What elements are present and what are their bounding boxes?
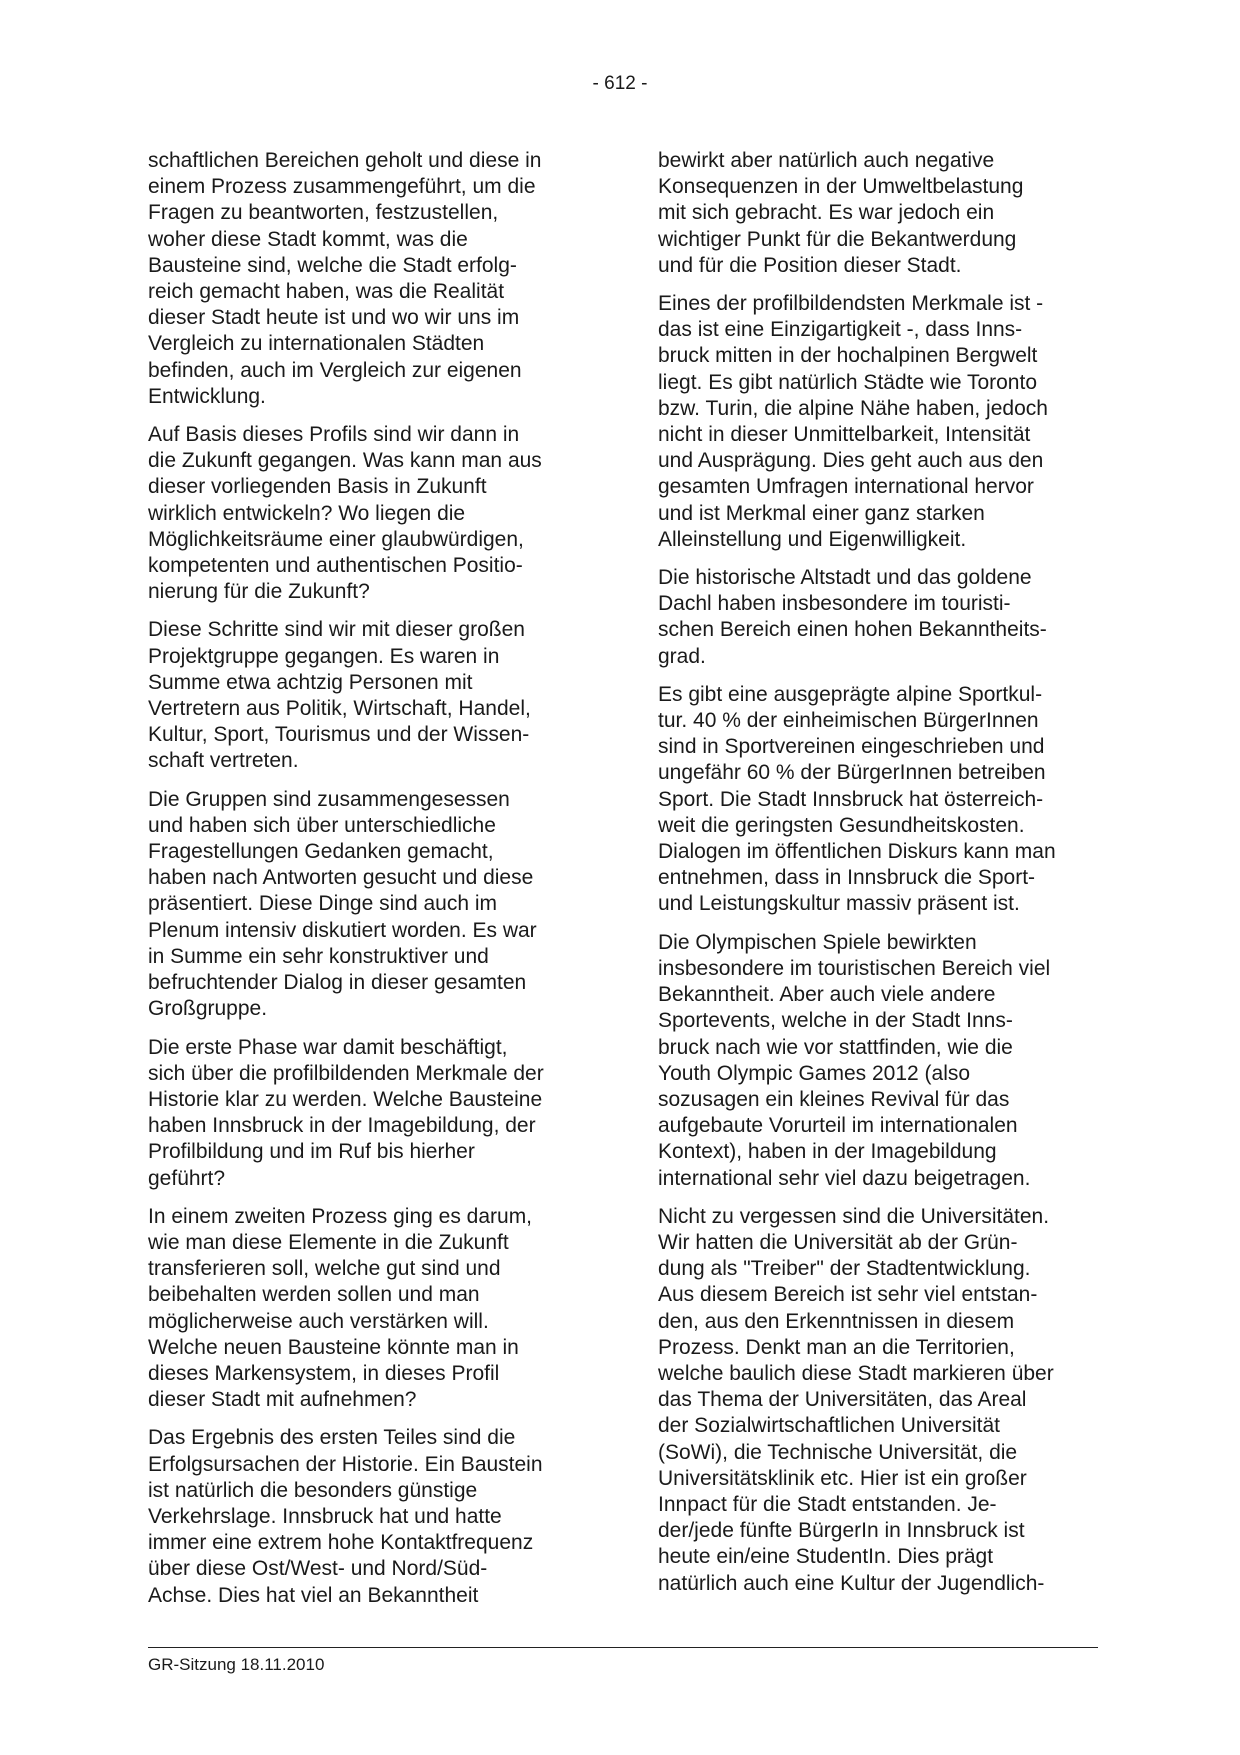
text-line: natürlich auch eine Kultur der Jugendlich- <box>658 1571 1045 1595</box>
text-line: geführt? <box>148 1166 226 1190</box>
text-line: schen Bereich einen hohen Bekanntheits- <box>658 618 1047 642</box>
text-line: Auf Basis dieses Profils sind wir dann in <box>148 423 520 447</box>
text-line: Großgruppe. <box>148 997 268 1021</box>
text-line: sozusagen ein kleines Revival für das <box>658 1087 1010 1111</box>
footer-divider <box>148 1647 1098 1648</box>
text-line: die Zukunft gegangen. Was kann man aus <box>148 449 542 473</box>
text-line: und Ausprägung. Dies geht auch aus den <box>658 449 1044 473</box>
text-line: möglicherweise auch verstärken will. <box>148 1309 489 1333</box>
text-line: Erfolgsursachen der Historie. Ein Baustein <box>148 1452 543 1476</box>
right-text-column <box>658 148 1098 1609</box>
text-line: bruck nach wie vor stattfinden, wie die <box>658 1035 1013 1059</box>
text-line: Das Ergebnis des ersten Teiles sind die <box>148 1426 516 1450</box>
text-line: Welche neuen Bausteine könnte man in <box>148 1335 519 1359</box>
paragraph <box>658 1204 1098 1597</box>
text-line: Prozess. Denkt man an die Territorien, <box>658 1335 1015 1359</box>
paragraph <box>148 787 588 1023</box>
paragraph <box>658 291 1098 553</box>
text-line: immer eine extrem hohe Kontaktfrequenz <box>148 1531 534 1555</box>
text-line: Kontext), haben in der Imagebildung <box>658 1140 997 1164</box>
paragraph <box>148 148 588 410</box>
text-line: Vergleich zu internationalen Städten <box>148 332 485 356</box>
text-line: weit die geringsten Gesundheitskosten. <box>658 813 1025 837</box>
text-line: ist natürlich die besonders günstige <box>148 1478 478 1502</box>
text-line: insbesondere im touristischen Bereich viel <box>658 956 1051 980</box>
text-line: international sehr viel dazu beigetragen. <box>658 1166 1031 1190</box>
text-line: Vertretern aus Politik, Wirtschaft, Handel, <box>148 697 531 721</box>
text-line: Dachl haben insbesondere im touristi- <box>658 592 1011 616</box>
paragraph <box>658 565 1098 670</box>
text-line: Youth Olympic Games 2012 (also <box>658 1061 971 1085</box>
text-line: befinden, auch im Vergleich zur eigenen <box>148 358 522 382</box>
text-line: Profilbildung und im Ruf bis hierher <box>148 1140 475 1164</box>
text-line: in Summe ein sehr konstruktiver und <box>148 944 489 968</box>
text-line: Aus diesem Bereich ist sehr viel entstan- <box>658 1283 1038 1307</box>
text-line: präsentiert. Diese Dinge sind auch im <box>148 892 498 916</box>
text-line: Nicht zu vergessen sind die Universitäten. <box>658 1204 1050 1228</box>
text-line: wichtiger Punkt für die Bekantwerdung <box>658 227 1017 251</box>
text-line: Fragestellungen Gedanken gemacht, <box>148 840 494 864</box>
text-line: Universitätsklinik etc. Hier ist ein großer <box>658 1466 1027 1490</box>
text-line: haben Innsbruck in der Imagebildung, der <box>148 1114 536 1138</box>
text-line: Die Olympischen Spiele bewirkten <box>658 930 977 954</box>
text-line: Diese Schritte sind wir mit dieser großen <box>148 618 525 642</box>
text-line: In einem zweiten Prozess ging es darum, <box>148 1204 533 1228</box>
text-line: dieses Markensystem, in dieses Profil <box>148 1361 500 1385</box>
text-line: dieser Stadt heute ist und wo wir uns im <box>148 306 520 330</box>
text-line: den, aus den Erkenntnissen in diesem <box>658 1309 1015 1333</box>
text-line: und für die Position dieser Stadt. <box>658 253 962 277</box>
text-line: Projektgruppe gegangen. Es waren in <box>148 644 500 668</box>
text-line: Möglichkeitsräume einer glaubwürdigen, <box>148 527 524 551</box>
text-line: Plenum intensiv diskutiert worden. Es war <box>148 918 537 942</box>
text-line: und Leistungskultur massiv präsent ist. <box>658 892 1020 916</box>
text-line: der Sozialwirtschaftlichen Universität <box>658 1414 1000 1438</box>
text-line: gesamten Umfragen international hervor <box>658 475 1034 499</box>
paragraph <box>148 1035 588 1192</box>
text-line: Fragen zu beantworten, festzustellen, <box>148 201 499 225</box>
text-line: bzw. Turin, die alpine Nähe haben, jedoch <box>658 396 1048 420</box>
text-line: Verkehrslage. Innsbruck hat und hatte <box>148 1504 502 1528</box>
text-line: (SoWi), die Technische Universität, die <box>658 1440 1018 1464</box>
text-line: Entwicklung. <box>148 384 266 408</box>
text-line: Eines der profilbildendsten Merkmale ist - <box>658 292 1044 316</box>
text-line: entnehmen, dass in Innsbruck die Sport- <box>658 866 1036 890</box>
text-line: Bekanntheit. Aber auch viele andere <box>658 983 996 1007</box>
text-line: Konsequenzen in der Umweltbelastung <box>658 175 1024 199</box>
text-line: Sport. Die Stadt Innsbruck hat österreich- <box>658 787 1044 811</box>
text-line: liegt. Es gibt natürlich Städte wie Toronto <box>658 370 1037 394</box>
text-line: woher diese Stadt kommt, was die <box>148 227 468 251</box>
text-line: bewirkt aber natürlich auch negative <box>658 149 995 172</box>
paragraph <box>658 930 1098 1192</box>
text-line: Dialogen im öffentlichen Diskurs kann man <box>658 840 1056 864</box>
text-line: bruck mitten in der hochalpinen Bergwelt <box>658 344 1038 368</box>
text-line: Es gibt eine ausgeprägte alpine Sportkul- <box>658 682 1043 706</box>
text-line: mit sich gebracht. Es war jedoch ein <box>658 201 995 225</box>
paragraph <box>148 617 588 774</box>
text-line: Die historische Altstadt und das goldene <box>658 566 1032 590</box>
text-line: dieser vorliegenden Basis in Zukunft <box>148 475 487 499</box>
text-line: Kultur, Sport, Tourismus und der Wissen- <box>148 723 530 747</box>
text-line: wie man diese Elemente in die Zukunft <box>148 1230 509 1254</box>
text-line: nierung für die Zukunft? <box>148 580 370 604</box>
text-line: tur. 40 % der einheimischen BürgerInnen <box>658 709 1039 733</box>
text-line: Summe etwa achtzig Personen mit <box>148 670 473 694</box>
text-line: Alleinstellung und Eigenwilligkeit. <box>658 527 967 551</box>
text-line: heute ein/eine StudentIn. Dies prägt <box>658 1545 994 1569</box>
text-line: Die Gruppen sind zusammengesessen <box>148 787 510 811</box>
text-line: Historie klar zu werden. Welche Bausteine <box>148 1087 543 1111</box>
text-line: beibehalten werden sollen und man <box>148 1283 480 1307</box>
text-line: ungefähr 60 % der BürgerInnen betreiben <box>658 761 1046 785</box>
text-line: der/jede fünfte BürgerIn in Innsbruck ist <box>658 1519 1025 1543</box>
text-line: Innpact für die Stadt entstanden. Je- <box>658 1492 997 1516</box>
text-line: wirklich entwickeln? Wo liegen die <box>148 501 466 525</box>
text-line: sich über die profilbildenden Merkmale der <box>148 1061 544 1085</box>
text-line: kompetenten und authentischen Positio- <box>148 554 523 578</box>
paragraph <box>148 1204 588 1414</box>
text-line: Wir hatten die Universität ab der Grün- <box>658 1230 1018 1254</box>
text-line: grad. <box>658 644 706 668</box>
text-line: einem Prozess zusammengeführt, um die <box>148 175 536 199</box>
paragraph <box>148 422 588 605</box>
text-line: welche baulich diese Stadt markieren über <box>658 1361 1054 1385</box>
text-line: Die erste Phase war damit beschäftigt, <box>148 1035 508 1059</box>
text-line: aufgebaute Vorurteil im internationalen <box>658 1114 1018 1138</box>
text-line: und ist Merkmal einer ganz starken <box>658 501 985 525</box>
left-text-column <box>148 148 588 1621</box>
text-line: transferieren soll, welche gut sind und <box>148 1257 501 1281</box>
text-line: und haben sich über unterschiedliche <box>148 813 496 837</box>
text-line: Sportevents, welche in der Stadt Inns- <box>658 1009 1013 1033</box>
paragraph <box>658 682 1098 918</box>
text-line: sind in Sportvereinen eingeschrieben und <box>658 735 1045 759</box>
text-line: über diese Ost/West- und Nord/Süd- <box>148 1557 488 1581</box>
text-line: schaft vertreten. <box>148 749 299 773</box>
text-line: dieser Stadt mit aufnehmen? <box>148 1388 417 1412</box>
text-line: befruchtender Dialog in dieser gesamten <box>148 971 527 995</box>
text-line: Achse. Dies hat viel an Bekanntheit <box>148 1583 479 1607</box>
paragraph <box>658 148 1098 279</box>
text-line: das Thema der Universitäten, das Areal <box>658 1388 1027 1412</box>
text-line: haben nach Antworten gesucht und diese <box>148 866 534 890</box>
text-line: das ist eine Einzigartigkeit -, dass Inns- <box>658 318 1023 342</box>
text-line: reich gemacht haben, was die Realität <box>148 280 505 304</box>
text-line: schaftlichen Bereichen geholt und diese in <box>148 149 542 172</box>
text-line: dung als "Treiber" der Stadtentwicklung. <box>658 1257 1031 1281</box>
paragraph <box>148 1425 588 1608</box>
page-number: - 612 - <box>592 73 648 94</box>
text-line: Bausteine sind, welche die Stadt erfolg- <box>148 253 517 277</box>
footer-session-date: GR-Sitzung 18.11.2010 <box>148 1655 325 1674</box>
text-line: nicht in dieser Unmittelbarkeit, Intensität <box>658 423 1031 447</box>
